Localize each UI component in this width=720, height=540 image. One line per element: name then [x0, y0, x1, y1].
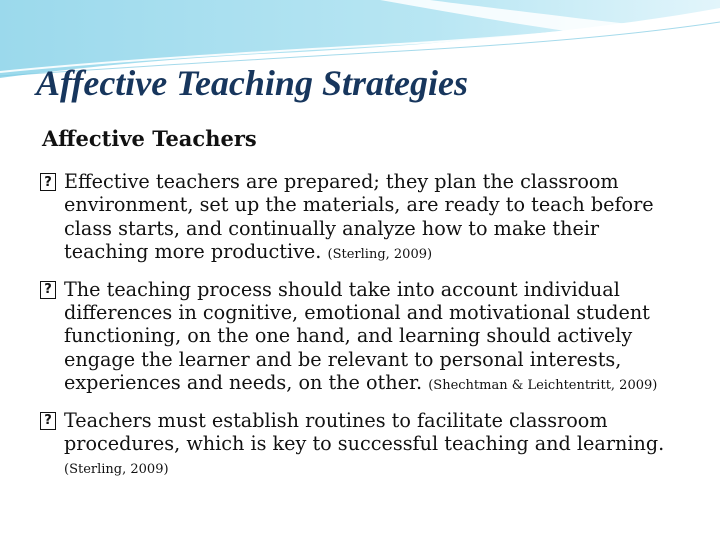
bullet-item	[40, 170, 680, 264]
bullet-list	[40, 170, 680, 493]
bullet-glyph-icon: ?	[40, 412, 56, 430]
bullet-item	[40, 278, 680, 395]
bullet-glyph-icon: ?	[40, 173, 56, 191]
slide-title: Affective Teaching Strategies	[36, 63, 468, 103]
bullet-text: Effective teachers are prepared; they plan the classroom environment, set up the materials, are ready to teach before class starts, and continually analyze how to make their teaching more productive.	[64, 170, 654, 264]
bullet-citation: (Sterling, 2009)	[327, 247, 433, 263]
bullet-citation: (Shechtman & Leichtentritt, 2009)	[428, 378, 658, 394]
bullet-citation: (Sterling, 2009)	[64, 462, 169, 478]
slide-subtitle: Affective Teachers	[42, 126, 257, 151]
bullet-item	[40, 409, 680, 479]
bullet-text: Teachers must establish routines to facilitate classroom procedures, which is key to successful teaching and learning.	[64, 408, 665, 456]
bullet-glyph-icon: ?	[40, 281, 56, 299]
bullet-text: The teaching process should take into account individual differences in cognitive, emotional and motivational student functioning, on the one hand, and learning should actively engage the learner and be relevant to personal interests, experiences and needs, on the other.	[64, 277, 650, 395]
